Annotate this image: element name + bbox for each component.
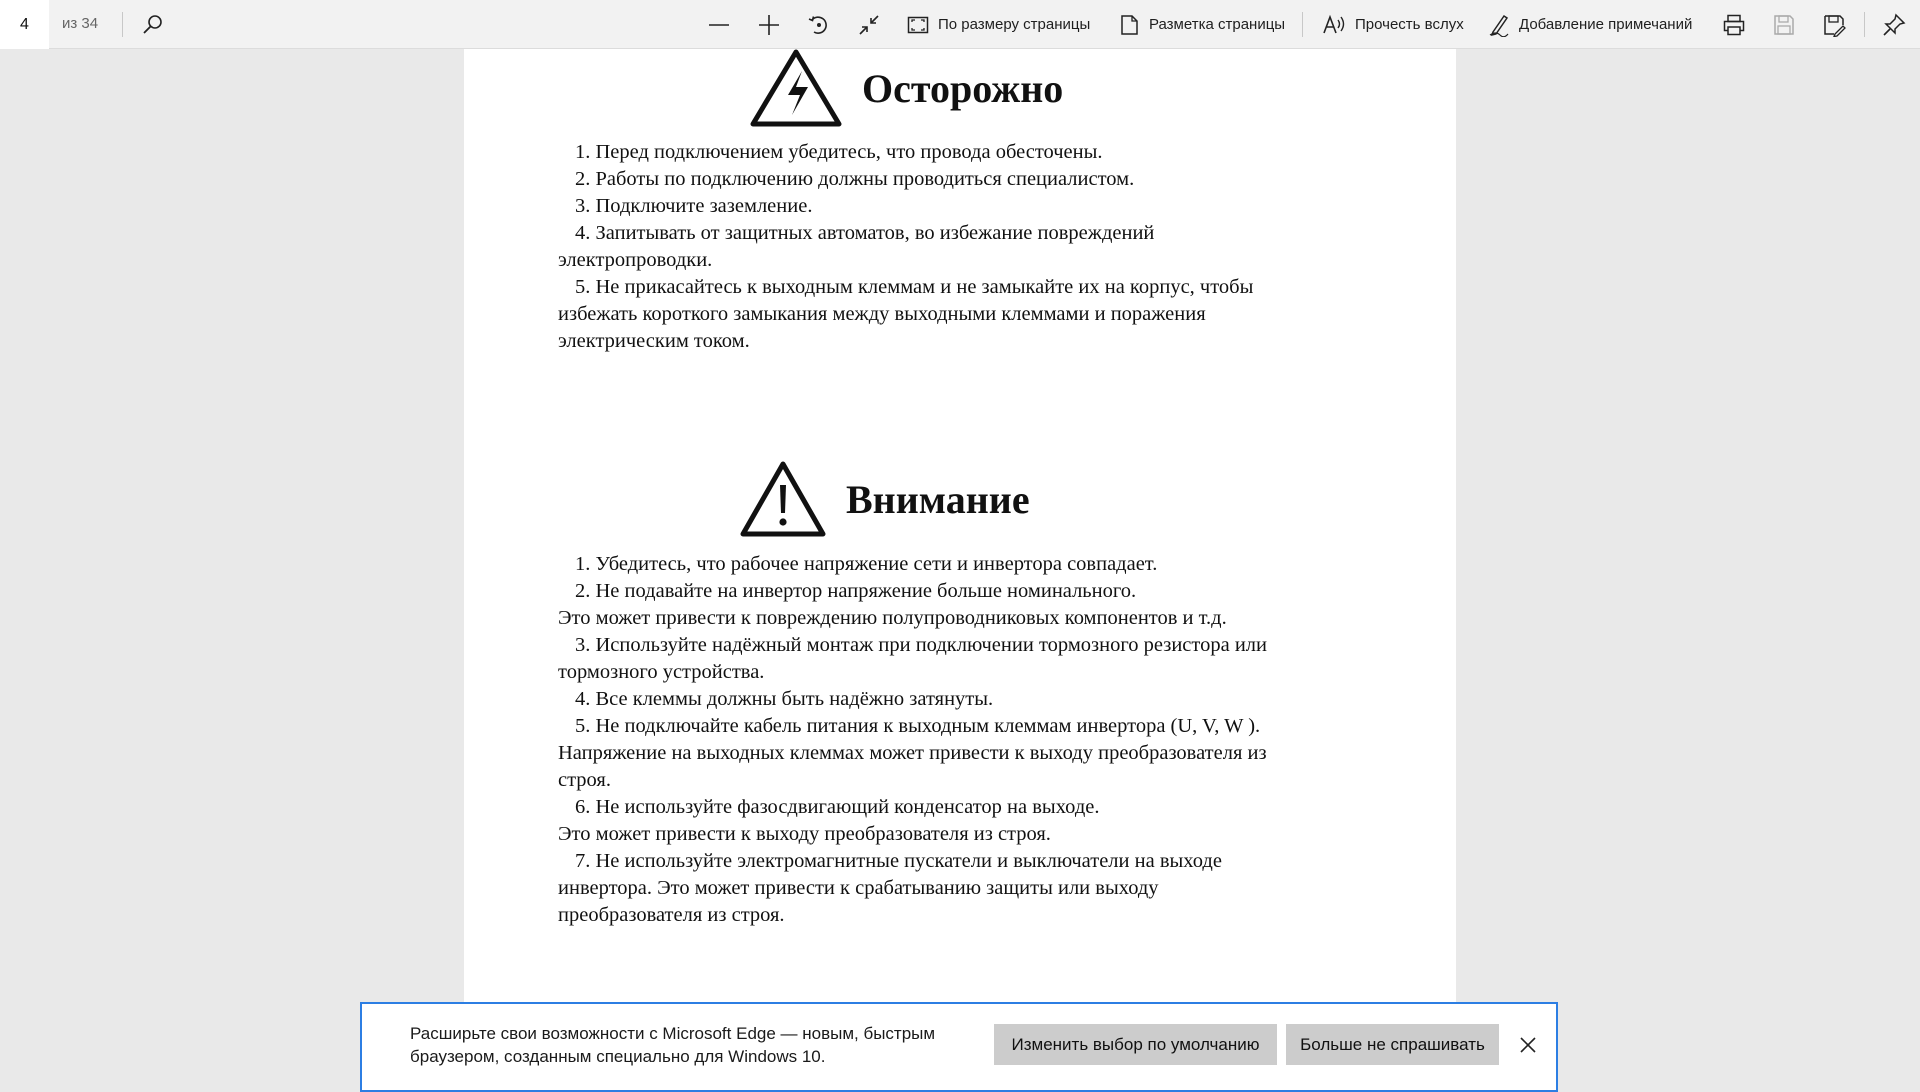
zoom-out-button[interactable]: [707, 8, 731, 41]
list-item: 2. Работы по подключению должны проводиться специалистом.: [575, 168, 1135, 190]
fit-page-icon: [907, 14, 929, 36]
caution-heading: [750, 49, 1063, 127]
list-item: Это может привести к повреждению полупроводниковых компонентов и т.д.: [558, 607, 1227, 629]
list-item: строя.: [558, 769, 611, 791]
pen-icon: [1488, 13, 1510, 37]
save-as-icon: [1822, 13, 1846, 37]
toolbar-divider: [1864, 12, 1865, 37]
list-item: преобразователя из строя.: [558, 904, 785, 926]
list-item: тормозного устройства.: [558, 661, 765, 683]
read-aloud-icon: [1322, 14, 1346, 36]
list-item: 1. Перед подключением убедитесь, что провода обесточены.: [575, 141, 1103, 163]
shrink-icon: [857, 13, 881, 37]
list-item: 6. Не используйте фазосдвигающий конденсатор на выходе.: [575, 796, 1100, 818]
save-as-button[interactable]: [1822, 8, 1846, 41]
attention-heading: [740, 461, 1030, 537]
list-item: 2. Не подавайте на инвертор напряжение больше номинального.: [575, 580, 1137, 602]
exclamation-warning-icon: [740, 461, 826, 537]
plus-icon: [757, 13, 781, 37]
save-button[interactable]: [1772, 8, 1796, 41]
dont-ask-again-button[interactable]: Больше не спрашивать: [1286, 1024, 1499, 1065]
caution-title: Осторожно: [862, 65, 1064, 111]
caution-list: [558, 139, 1388, 355]
high-voltage-warning-icon: [750, 49, 842, 127]
pin-icon: [1882, 13, 1906, 37]
pin-button[interactable]: [1882, 8, 1906, 41]
page-layout-label: Разметка страницы: [1149, 16, 1286, 33]
save-icon: [1772, 13, 1796, 37]
list-item: Это может привести к выходу преобразователя из строя.: [558, 823, 1051, 845]
list-item: 3. Используйте надёжный монтаж при подключении тормозного резистора или: [575, 634, 1267, 656]
pdf-toolbar: [0, 0, 1920, 49]
toolbar-divider: [1302, 12, 1303, 37]
list-item: 1. Убедитесь, что рабочее напряжение сети и инвертора совпадает.: [575, 553, 1158, 575]
toolbar-divider: [122, 12, 123, 37]
list-item: 4. Запитывать от защитных автоматов, во избежание повреждений: [575, 222, 1155, 244]
page-icon: [1118, 14, 1140, 36]
pdf-page: [464, 49, 1456, 1080]
list-item: Напряжение на выходных клеммах может привести к выходу преобразователя из: [558, 742, 1267, 764]
minus-icon: [707, 13, 731, 37]
notification-message: [410, 1022, 970, 1068]
list-item: электропроводки.: [558, 249, 713, 271]
attention-list: [558, 551, 1388, 929]
fullscreen-button[interactable]: [857, 8, 881, 41]
list-item: 5. Не прикасайтесь к выходным клеммам и не замыкайте их на корпус, чтобы: [575, 276, 1254, 298]
search-button[interactable]: [141, 8, 165, 41]
list-item: инвертора. Это может привести к срабатыванию защиты или выходу: [558, 877, 1159, 899]
attention-title: Внимание: [846, 476, 1030, 522]
rotate-button[interactable]: [807, 8, 831, 41]
list-item: 4. Все клеммы должны быть надёжно затянуты.: [575, 688, 994, 710]
print-button[interactable]: [1722, 8, 1746, 41]
list-item: 7. Не используйте электромагнитные пускатели и выключатели на выходе: [575, 850, 1222, 872]
rotate-icon: [807, 13, 831, 37]
list-item: избежать короткого замыкания между выходными клеммами и поражения: [558, 303, 1206, 325]
add-notes-label: Добавление примечаний: [1519, 16, 1693, 33]
list-item: электрическим током.: [558, 330, 750, 352]
list-item: 3. Подключите заземление.: [575, 195, 813, 217]
edge-default-notification: [360, 1002, 1558, 1092]
search-icon: [141, 13, 165, 37]
page-total: из 34: [62, 15, 99, 32]
fit-page-button[interactable]: [907, 8, 1090, 41]
print-icon: [1722, 13, 1746, 37]
notification-line: Расширьте свои возможности с Microsoft Edge — новым, быстрым: [410, 1024, 936, 1043]
read-aloud-label: Прочесть вслух: [1355, 16, 1464, 33]
change-default-button[interactable]: Изменить выбор по умолчанию: [994, 1024, 1277, 1065]
read-aloud-button[interactable]: [1322, 8, 1464, 41]
fit-page-label: По размеру страницы: [938, 16, 1091, 33]
zoom-in-button[interactable]: [757, 8, 781, 41]
close-icon[interactable]: [1519, 1036, 1537, 1054]
page-layout-button[interactable]: [1118, 8, 1285, 41]
notification-line: браузером, созданным специально для Windows 10.: [410, 1047, 826, 1066]
page-number-input[interactable]: [0, 0, 49, 49]
list-item: 5. Не подключайте кабель питания к выходным клеммам инвертора (U, V, W ).: [575, 715, 1261, 737]
add-notes-button[interactable]: [1488, 8, 1692, 41]
